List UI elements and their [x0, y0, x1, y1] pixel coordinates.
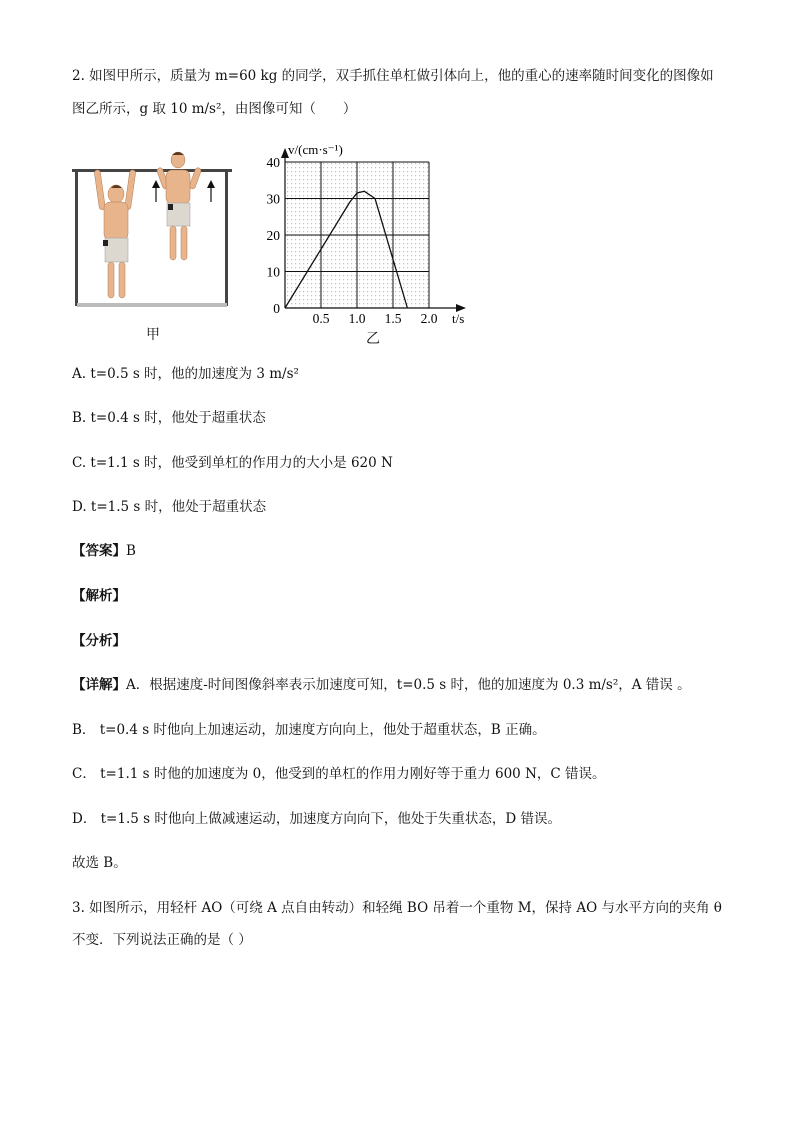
- x-tick-label: 1.5: [384, 311, 402, 326]
- x-axis-label: t/s: [452, 311, 465, 326]
- fenxi-tag: 【分析】: [72, 633, 126, 649]
- q3-stem-line2: 不变．下列说法正确的是（ ）: [72, 932, 252, 948]
- y-tick-label: 20: [266, 228, 280, 243]
- xiangjie-tag: 【详解】: [72, 677, 126, 693]
- figure-caption-yi: 乙: [366, 331, 380, 347]
- option-b: B. t=0.4 s 时，他处于超重状态: [72, 410, 266, 426]
- x-tick-label: 2.0: [420, 311, 438, 326]
- y-tick-label: 0: [273, 301, 280, 316]
- y-axis-label: v/(cm·s⁻¹): [288, 142, 343, 157]
- fenxi-line: [72, 631, 126, 651]
- jiexi-tag: 【解析】: [72, 588, 126, 604]
- answer-tag: 【答案】: [72, 543, 126, 559]
- answer-line: [72, 541, 136, 561]
- detail-a-text: A．根据速度-时间图像斜率表示加速度可知，t=0.5 s 时，他的加速度为 0.3 m/s²，A 错误 。: [126, 677, 691, 693]
- option-c: C. t=1.1 s 时，他受到单杠的作用力的大小是 620 N: [72, 455, 393, 471]
- y-tick-label: 10: [266, 264, 280, 280]
- detail-a: [72, 675, 691, 695]
- option-a: A. t=0.5 s 时，他的加速度为 3 m/s²: [72, 366, 299, 382]
- q2-stem-line1: 2. 如图甲所示，质量为 m=60 kg 的同学，双手抓住单杠做引体向上，他的重心的速率随时间变化的图像如: [72, 68, 714, 84]
- x-tick-label: 0.5: [312, 311, 330, 326]
- conclusion: 故选 B。: [72, 855, 127, 871]
- detail-d: D． t=1.5 s 时他向上做减速运动，加速度方向向下，他处于失重状态，D 错误。: [72, 811, 561, 827]
- pullup-illustration: [72, 148, 234, 310]
- y-tick-label: 40: [266, 155, 280, 170]
- velocity-time-chart: [250, 138, 480, 328]
- jiexi-line: [72, 586, 126, 606]
- q2-stem-line2: 图乙所示，g 取 10 m/s²，由图像可知（ ）: [72, 101, 357, 117]
- answer-value: B: [126, 543, 136, 559]
- y-tick-label: 30: [266, 191, 280, 207]
- x-tick-label: 1.0: [348, 311, 366, 326]
- detail-b: B． t=0.4 s 时他向上加速运动，加速度方向向上，他处于超重状态，B 正确。: [72, 722, 546, 738]
- figure-caption-jia: 甲: [146, 327, 160, 343]
- option-d: D. t=1.5 s 时，他处于超重状态: [72, 499, 267, 515]
- detail-c: C． t=1.1 s 时他的加速度为 0，他受到的单杠的作用力刚好等于重力 600 N，C 错误。: [72, 766, 606, 782]
- q3-stem-line1: 3. 如图所示，用轻杆 AO（可绕 A 点自由转动）和轻绳 BO 吊着一个重物 M，保持 AO 与水平方向的夹角 θ: [72, 900, 722, 916]
